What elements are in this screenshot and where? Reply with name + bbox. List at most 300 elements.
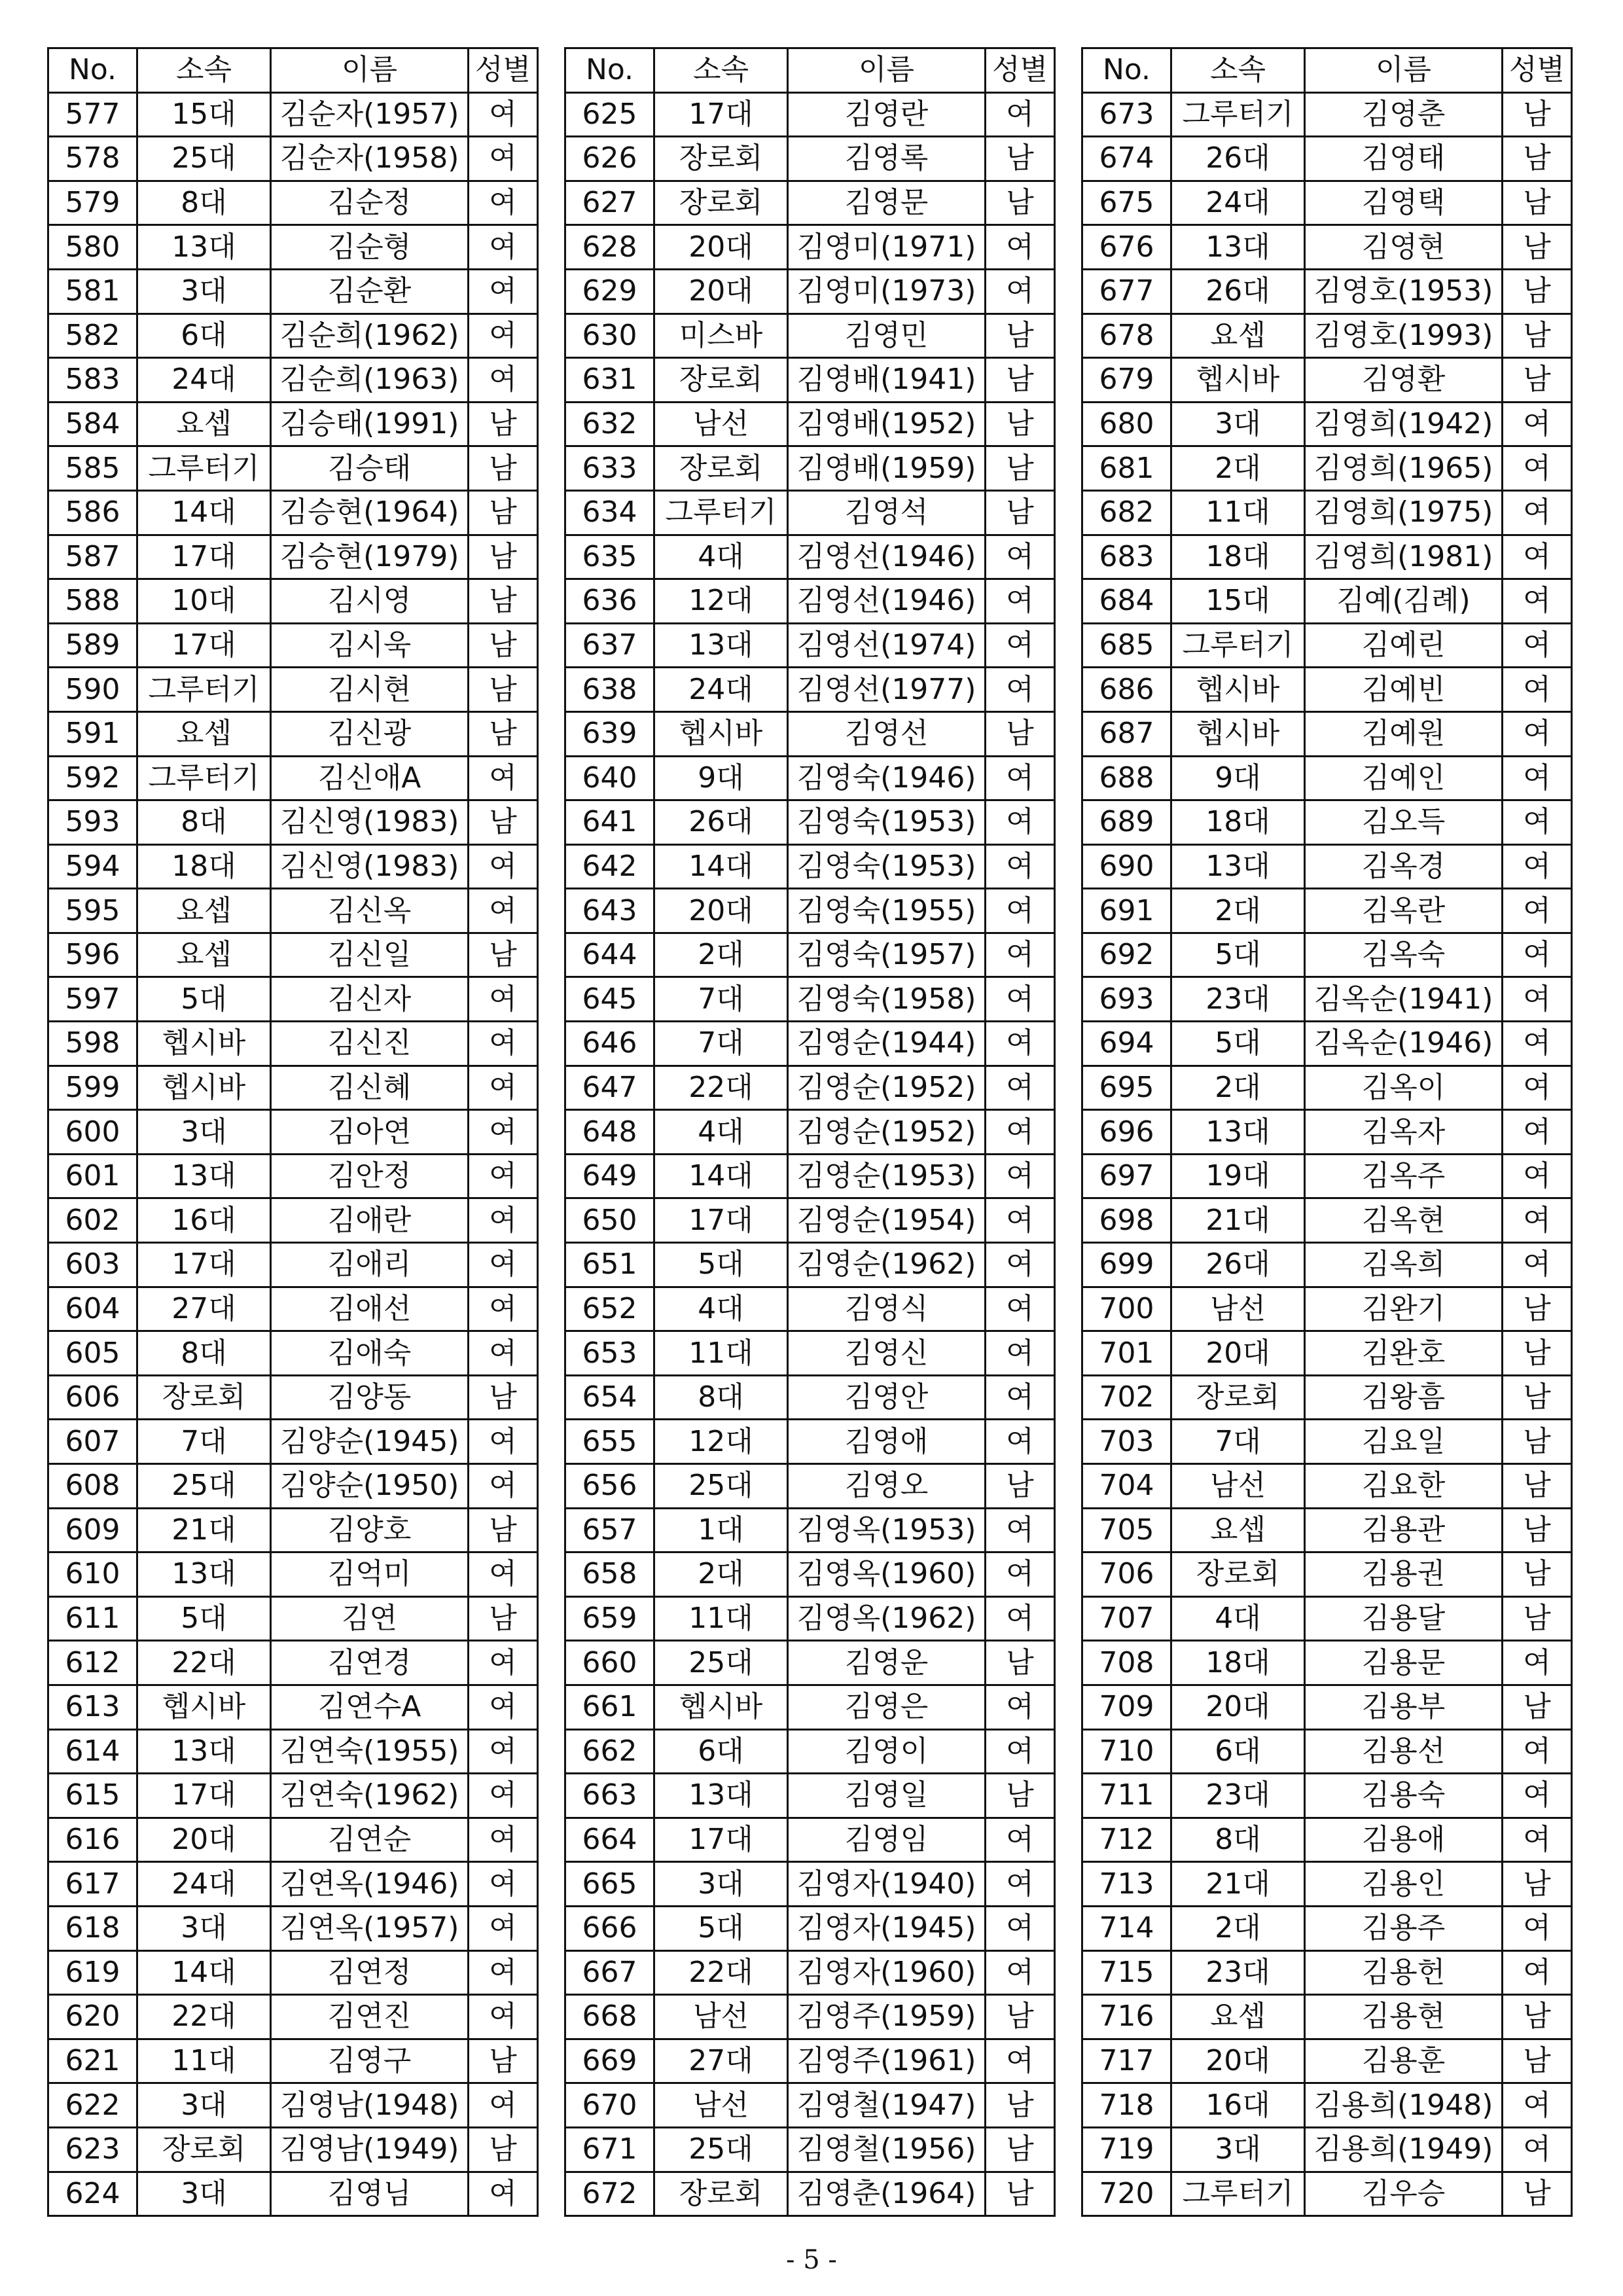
table-row — [48, 844, 538, 889]
cell-name: 김영배(1952) — [788, 402, 986, 446]
table-header — [1082, 48, 1572, 93]
header-no: No. — [1082, 48, 1171, 93]
cell-gender: 여 — [469, 1862, 538, 1907]
cell-gender: 여 — [986, 269, 1055, 314]
cell-group: 21대 — [137, 1508, 271, 1552]
table-row — [565, 933, 1055, 977]
table-row — [565, 225, 1055, 270]
cell-gender: 남 — [1503, 1685, 1572, 1729]
cell-group: 남선 — [1171, 1287, 1305, 1331]
cell-no: 620 — [48, 1995, 137, 2039]
table-row — [48, 977, 538, 1022]
table-row — [1082, 1641, 1572, 1685]
cell-name: 김옥순(1946) — [1305, 1022, 1503, 1066]
cell-no: 650 — [565, 1198, 654, 1243]
cell-name: 김연숙(1962) — [271, 1774, 469, 1818]
cell-name: 김영배(1959) — [788, 446, 986, 491]
cell-group: 남선 — [1171, 1464, 1305, 1509]
cell-name: 김용부 — [1305, 1685, 1503, 1729]
cell-group: 15대 — [137, 92, 271, 137]
header-name: 이름 — [1305, 48, 1503, 93]
cell-no: 677 — [1082, 269, 1171, 314]
cell-group: 9대 — [1171, 756, 1305, 800]
cell-no: 694 — [1082, 1022, 1171, 1066]
cell-no: 609 — [48, 1508, 137, 1552]
table-row — [565, 490, 1055, 535]
cell-gender: 여 — [469, 1287, 538, 1331]
table-row — [565, 2127, 1055, 2172]
cell-group: 장로회 — [1171, 1375, 1305, 1420]
cell-no: 673 — [1082, 92, 1171, 137]
cell-group: 2대 — [654, 1552, 788, 1597]
cell-group: 20대 — [654, 225, 788, 270]
cell-group: 3대 — [137, 1110, 271, 1155]
cell-group: 16대 — [1171, 2083, 1305, 2128]
cell-gender: 남 — [469, 579, 538, 624]
cell-gender: 여 — [469, 358, 538, 403]
cell-gender: 여 — [986, 1596, 1055, 1641]
cell-no: 641 — [565, 800, 654, 845]
cell-no: 693 — [1082, 977, 1171, 1022]
table-row — [1082, 2172, 1572, 2216]
cell-name: 김영순(1954) — [788, 1198, 986, 1243]
cell-no: 630 — [565, 314, 654, 358]
table-row — [565, 1818, 1055, 1862]
cell-name: 김영안 — [788, 1375, 986, 1420]
cell-no: 662 — [565, 1729, 654, 1774]
cell-group: 6대 — [137, 314, 271, 358]
cell-gender: 여 — [986, 579, 1055, 624]
cell-no: 647 — [565, 1066, 654, 1110]
table-body — [565, 92, 1055, 2216]
cell-gender: 남 — [1503, 2039, 1572, 2083]
cell-name: 김영구 — [271, 2039, 469, 2083]
cell-group: 20대 — [137, 1818, 271, 1862]
cell-no: 648 — [565, 1110, 654, 1155]
cell-gender: 여 — [986, 1729, 1055, 1774]
cell-gender: 남 — [1503, 314, 1572, 358]
table-row — [48, 1995, 538, 2039]
cell-group: 25대 — [137, 137, 271, 181]
cell-gender: 여 — [986, 1950, 1055, 1995]
table-row — [565, 1729, 1055, 1774]
cell-gender: 남 — [1503, 1464, 1572, 1509]
roster-table-3 — [1081, 47, 1573, 2217]
cell-group: 22대 — [654, 1066, 788, 1110]
cell-name: 김영선 — [788, 711, 986, 756]
cell-no: 705 — [1082, 1508, 1171, 1552]
cell-group: 3대 — [137, 1906, 271, 1950]
cell-no: 642 — [565, 844, 654, 889]
cell-group: 12대 — [654, 1420, 788, 1464]
cell-group: 6대 — [654, 1729, 788, 1774]
cell-no: 685 — [1082, 623, 1171, 668]
cell-no: 608 — [48, 1464, 137, 1509]
cell-gender: 여 — [1503, 1198, 1572, 1243]
table-row — [48, 756, 538, 800]
cell-gender: 여 — [1503, 1243, 1572, 1287]
cell-gender: 여 — [1503, 1950, 1572, 1995]
cell-name: 김영란 — [788, 92, 986, 137]
cell-group: 17대 — [137, 535, 271, 579]
table-row — [565, 623, 1055, 668]
cell-gender: 남 — [1503, 1375, 1572, 1420]
table-row — [565, 2172, 1055, 2216]
cell-group: 3대 — [654, 1862, 788, 1907]
cell-no: 714 — [1082, 1906, 1171, 1950]
cell-name: 김영철(1956) — [788, 2127, 986, 2172]
cell-gender: 여 — [986, 1862, 1055, 1907]
cell-group: 헵시바 — [1171, 668, 1305, 712]
table-row — [565, 1552, 1055, 1597]
cell-group: 13대 — [137, 1154, 271, 1198]
table-row — [48, 535, 538, 579]
cell-gender: 남 — [469, 800, 538, 845]
cell-gender: 여 — [1503, 1818, 1572, 1862]
header-row — [1082, 48, 1572, 93]
cell-no: 611 — [48, 1596, 137, 1641]
cell-group: 미스바 — [654, 314, 788, 358]
cell-name: 김영석 — [788, 490, 986, 535]
cell-gender: 여 — [1503, 402, 1572, 446]
cell-name: 김순정 — [271, 181, 469, 225]
cell-name: 김연경 — [271, 1641, 469, 1685]
cell-gender: 여 — [986, 1331, 1055, 1376]
cell-no: 646 — [565, 1022, 654, 1066]
cell-name: 김예원 — [1305, 711, 1503, 756]
table-row — [48, 1154, 538, 1198]
cell-no: 586 — [48, 490, 137, 535]
cell-group: 4대 — [654, 535, 788, 579]
cell-group: 요셉 — [1171, 314, 1305, 358]
cell-no: 581 — [48, 269, 137, 314]
cell-name: 김영임 — [788, 1818, 986, 1862]
cell-name: 김영호(1993) — [1305, 314, 1503, 358]
cell-name: 김용헌 — [1305, 1950, 1503, 1995]
cell-name: 김옥희 — [1305, 1243, 1503, 1287]
cell-group: 2대 — [654, 933, 788, 977]
cell-gender: 여 — [469, 137, 538, 181]
cell-no: 598 — [48, 1022, 137, 1066]
cell-group: 헵시바 — [654, 711, 788, 756]
cell-no: 614 — [48, 1729, 137, 1774]
cell-group: 24대 — [137, 358, 271, 403]
table-row — [565, 2039, 1055, 2083]
cell-no: 712 — [1082, 1818, 1171, 1862]
table-row — [1082, 668, 1572, 712]
cell-gender: 여 — [1503, 668, 1572, 712]
cell-gender: 여 — [986, 1287, 1055, 1331]
cell-name: 김영춘 — [1305, 92, 1503, 137]
cell-name: 김영남(1948) — [271, 2083, 469, 2128]
cell-group: 헵시바 — [137, 1685, 271, 1729]
cell-no: 601 — [48, 1154, 137, 1198]
cell-group: 3대 — [137, 2172, 271, 2216]
cell-group: 5대 — [1171, 1022, 1305, 1066]
table-row — [565, 269, 1055, 314]
cell-name: 김신영(1983) — [271, 844, 469, 889]
cell-gender: 여 — [1503, 800, 1572, 845]
table-row — [1082, 225, 1572, 270]
cell-gender: 여 — [469, 1154, 538, 1198]
table-row — [48, 1641, 538, 1685]
table-row — [565, 1685, 1055, 1729]
table-row — [1082, 446, 1572, 491]
cell-group: 17대 — [137, 1774, 271, 1818]
cell-gender: 여 — [1503, 711, 1572, 756]
cell-group: 17대 — [137, 1243, 271, 1287]
cell-gender: 여 — [986, 1066, 1055, 1110]
cell-gender: 남 — [986, 314, 1055, 358]
cell-no: 632 — [565, 402, 654, 446]
cell-no: 579 — [48, 181, 137, 225]
cell-gender: 남 — [1503, 1862, 1572, 1907]
cell-gender: 여 — [1503, 1729, 1572, 1774]
cell-name: 김연 — [271, 1596, 469, 1641]
cell-gender: 남 — [469, 1375, 538, 1420]
cell-name: 김영자(1960) — [788, 1950, 986, 1995]
cell-group: 13대 — [137, 1729, 271, 1774]
cell-no: 589 — [48, 623, 137, 668]
cell-name: 김영순(1953) — [788, 1154, 986, 1198]
cell-group: 18대 — [1171, 535, 1305, 579]
cell-gender: 남 — [986, 490, 1055, 535]
table-row — [1082, 1596, 1572, 1641]
cell-no: 582 — [48, 314, 137, 358]
cell-no: 707 — [1082, 1596, 1171, 1641]
table-row — [565, 92, 1055, 137]
cell-no: 585 — [48, 446, 137, 491]
cell-no: 612 — [48, 1641, 137, 1685]
cell-gender: 여 — [469, 1110, 538, 1155]
cell-gender: 여 — [469, 1685, 538, 1729]
table-row — [565, 535, 1055, 579]
cell-group: 8대 — [137, 181, 271, 225]
table-row — [48, 1066, 538, 1110]
cell-gender: 여 — [469, 92, 538, 137]
cell-group: 그루터기 — [137, 756, 271, 800]
cell-group: 15대 — [1171, 579, 1305, 624]
cell-gender: 여 — [469, 1198, 538, 1243]
cell-no: 682 — [1082, 490, 1171, 535]
cell-name: 김용애 — [1305, 1818, 1503, 1862]
cell-no: 625 — [565, 92, 654, 137]
table-row — [1082, 1331, 1572, 1376]
cell-no: 667 — [565, 1950, 654, 1995]
cell-name: 김용숙 — [1305, 1774, 1503, 1818]
cell-name: 김승현(1979) — [271, 535, 469, 579]
cell-gender: 여 — [1503, 490, 1572, 535]
cell-name: 김순자(1958) — [271, 137, 469, 181]
cell-gender: 여 — [469, 225, 538, 270]
table-row — [48, 1774, 538, 1818]
cell-name: 김시영 — [271, 579, 469, 624]
cell-no: 692 — [1082, 933, 1171, 977]
cell-name: 김애란 — [271, 1198, 469, 1243]
cell-no: 678 — [1082, 314, 1171, 358]
cell-group: 장로회 — [137, 2127, 271, 2172]
cell-no: 592 — [48, 756, 137, 800]
cell-name: 김영선(1974) — [788, 623, 986, 668]
table-row — [1082, 579, 1572, 624]
cell-no: 627 — [565, 181, 654, 225]
cell-group: 26대 — [1171, 1243, 1305, 1287]
cell-group: 남선 — [654, 402, 788, 446]
cell-no: 652 — [565, 1287, 654, 1331]
cell-no: 597 — [48, 977, 137, 1022]
cell-gender: 여 — [986, 1022, 1055, 1066]
cell-no: 711 — [1082, 1774, 1171, 1818]
cell-gender: 여 — [469, 844, 538, 889]
table-row — [1082, 800, 1572, 845]
cell-group: 4대 — [1171, 1596, 1305, 1641]
table-row — [565, 977, 1055, 1022]
cell-group: 헵시바 — [1171, 711, 1305, 756]
cell-gender: 여 — [986, 933, 1055, 977]
cell-gender: 여 — [986, 1818, 1055, 1862]
cell-name: 김영선(1977) — [788, 668, 986, 712]
cell-group: 9대 — [654, 756, 788, 800]
cell-no: 644 — [565, 933, 654, 977]
cell-name: 김영숙(1953) — [788, 800, 986, 845]
cell-no: 670 — [565, 2083, 654, 2128]
cell-group: 7대 — [654, 1022, 788, 1066]
cell-group: 요셉 — [137, 933, 271, 977]
cell-name: 김시욱 — [271, 623, 469, 668]
cell-no: 695 — [1082, 1066, 1171, 1110]
cell-gender: 여 — [469, 1950, 538, 1995]
cell-group: 26대 — [654, 800, 788, 845]
cell-group: 장로회 — [654, 137, 788, 181]
cell-group: 그루터기 — [654, 490, 788, 535]
cell-group: 5대 — [654, 1906, 788, 1950]
cell-no: 603 — [48, 1243, 137, 1287]
cell-gender: 남 — [1503, 1287, 1572, 1331]
table-row — [565, 1287, 1055, 1331]
cell-name: 김영이 — [788, 1729, 986, 1774]
table-row — [1082, 1729, 1572, 1774]
cell-name: 김영희(1975) — [1305, 490, 1503, 535]
table-row — [565, 1596, 1055, 1641]
cell-gender: 여 — [469, 889, 538, 933]
cell-no: 671 — [565, 2127, 654, 2172]
cell-name: 김용문 — [1305, 1641, 1503, 1685]
cell-gender: 여 — [986, 1375, 1055, 1420]
cell-name: 김신영(1983) — [271, 800, 469, 845]
table-row — [48, 711, 538, 756]
header-no: No. — [565, 48, 654, 93]
cell-no: 649 — [565, 1154, 654, 1198]
cell-gender: 여 — [986, 1154, 1055, 1198]
table-row — [48, 623, 538, 668]
table-row — [1082, 1110, 1572, 1155]
cell-no: 690 — [1082, 844, 1171, 889]
cell-no: 663 — [565, 1774, 654, 1818]
cell-gender: 여 — [1503, 1641, 1572, 1685]
cell-name: 김영희(1981) — [1305, 535, 1503, 579]
cell-gender: 남 — [469, 535, 538, 579]
table-row — [1082, 269, 1572, 314]
cell-no: 577 — [48, 92, 137, 137]
cell-name: 김영배(1941) — [788, 358, 986, 403]
cell-name: 김신일 — [271, 933, 469, 977]
cell-name: 김연옥(1946) — [271, 1862, 469, 1907]
cell-group: 24대 — [654, 668, 788, 712]
table-row — [1082, 711, 1572, 756]
table-row — [1082, 1022, 1572, 1066]
cell-gender: 남 — [469, 1508, 538, 1552]
cell-no: 713 — [1082, 1862, 1171, 1907]
cell-name: 김영순(1952) — [788, 1066, 986, 1110]
cell-group: 22대 — [137, 1995, 271, 2039]
table-row — [48, 92, 538, 137]
table-row — [1082, 1243, 1572, 1287]
roster-table-2 — [564, 47, 1056, 2217]
cell-group: 14대 — [654, 1154, 788, 1198]
cell-name: 김영옥(1953) — [788, 1508, 986, 1552]
cell-no: 636 — [565, 579, 654, 624]
header-gender: 성별 — [986, 48, 1055, 93]
cell-name: 김신옥 — [271, 889, 469, 933]
cell-group: 그루터기 — [137, 668, 271, 712]
cell-no: 680 — [1082, 402, 1171, 446]
table-row — [48, 1552, 538, 1597]
cell-no: 600 — [48, 1110, 137, 1155]
cell-gender: 여 — [469, 2172, 538, 2216]
cell-gender: 남 — [1503, 1331, 1572, 1376]
cell-group: 11대 — [654, 1596, 788, 1641]
table-row — [48, 1596, 538, 1641]
cell-no: 634 — [565, 490, 654, 535]
table-row — [1082, 402, 1572, 446]
table-row — [1082, 1995, 1572, 2039]
cell-no: 607 — [48, 1420, 137, 1464]
cell-gender: 남 — [986, 711, 1055, 756]
cell-name: 김영미(1973) — [788, 269, 986, 314]
table-header — [48, 48, 538, 93]
cell-no: 583 — [48, 358, 137, 403]
cell-name: 김용주 — [1305, 1906, 1503, 1950]
cell-name: 김용희(1948) — [1305, 2083, 1503, 2128]
cell-no: 615 — [48, 1774, 137, 1818]
cell-name: 김영남(1949) — [271, 2127, 469, 2172]
cell-group: 18대 — [137, 844, 271, 889]
cell-no: 700 — [1082, 1287, 1171, 1331]
cell-no: 613 — [48, 1685, 137, 1729]
table-row — [565, 314, 1055, 358]
cell-name: 김승태(1991) — [271, 402, 469, 446]
table-row — [48, 1950, 538, 1995]
table-row — [1082, 1818, 1572, 1862]
cell-gender: 여 — [1503, 1022, 1572, 1066]
table-row — [48, 1243, 538, 1287]
cell-name: 김옥자 — [1305, 1110, 1503, 1155]
table-row — [565, 358, 1055, 403]
page-number: - 5 - — [786, 2245, 837, 2275]
table-row — [1082, 181, 1572, 225]
cell-group: 14대 — [654, 844, 788, 889]
cell-gender: 여 — [986, 225, 1055, 270]
cell-gender: 여 — [469, 977, 538, 1022]
table-row — [565, 1641, 1055, 1685]
header-group: 소속 — [1171, 48, 1305, 93]
cell-name: 김영숙(1958) — [788, 977, 986, 1022]
cell-gender: 여 — [469, 1995, 538, 2039]
cell-no: 679 — [1082, 358, 1171, 403]
table-header — [565, 48, 1055, 93]
table-row — [565, 711, 1055, 756]
table-row — [1082, 2127, 1572, 2172]
